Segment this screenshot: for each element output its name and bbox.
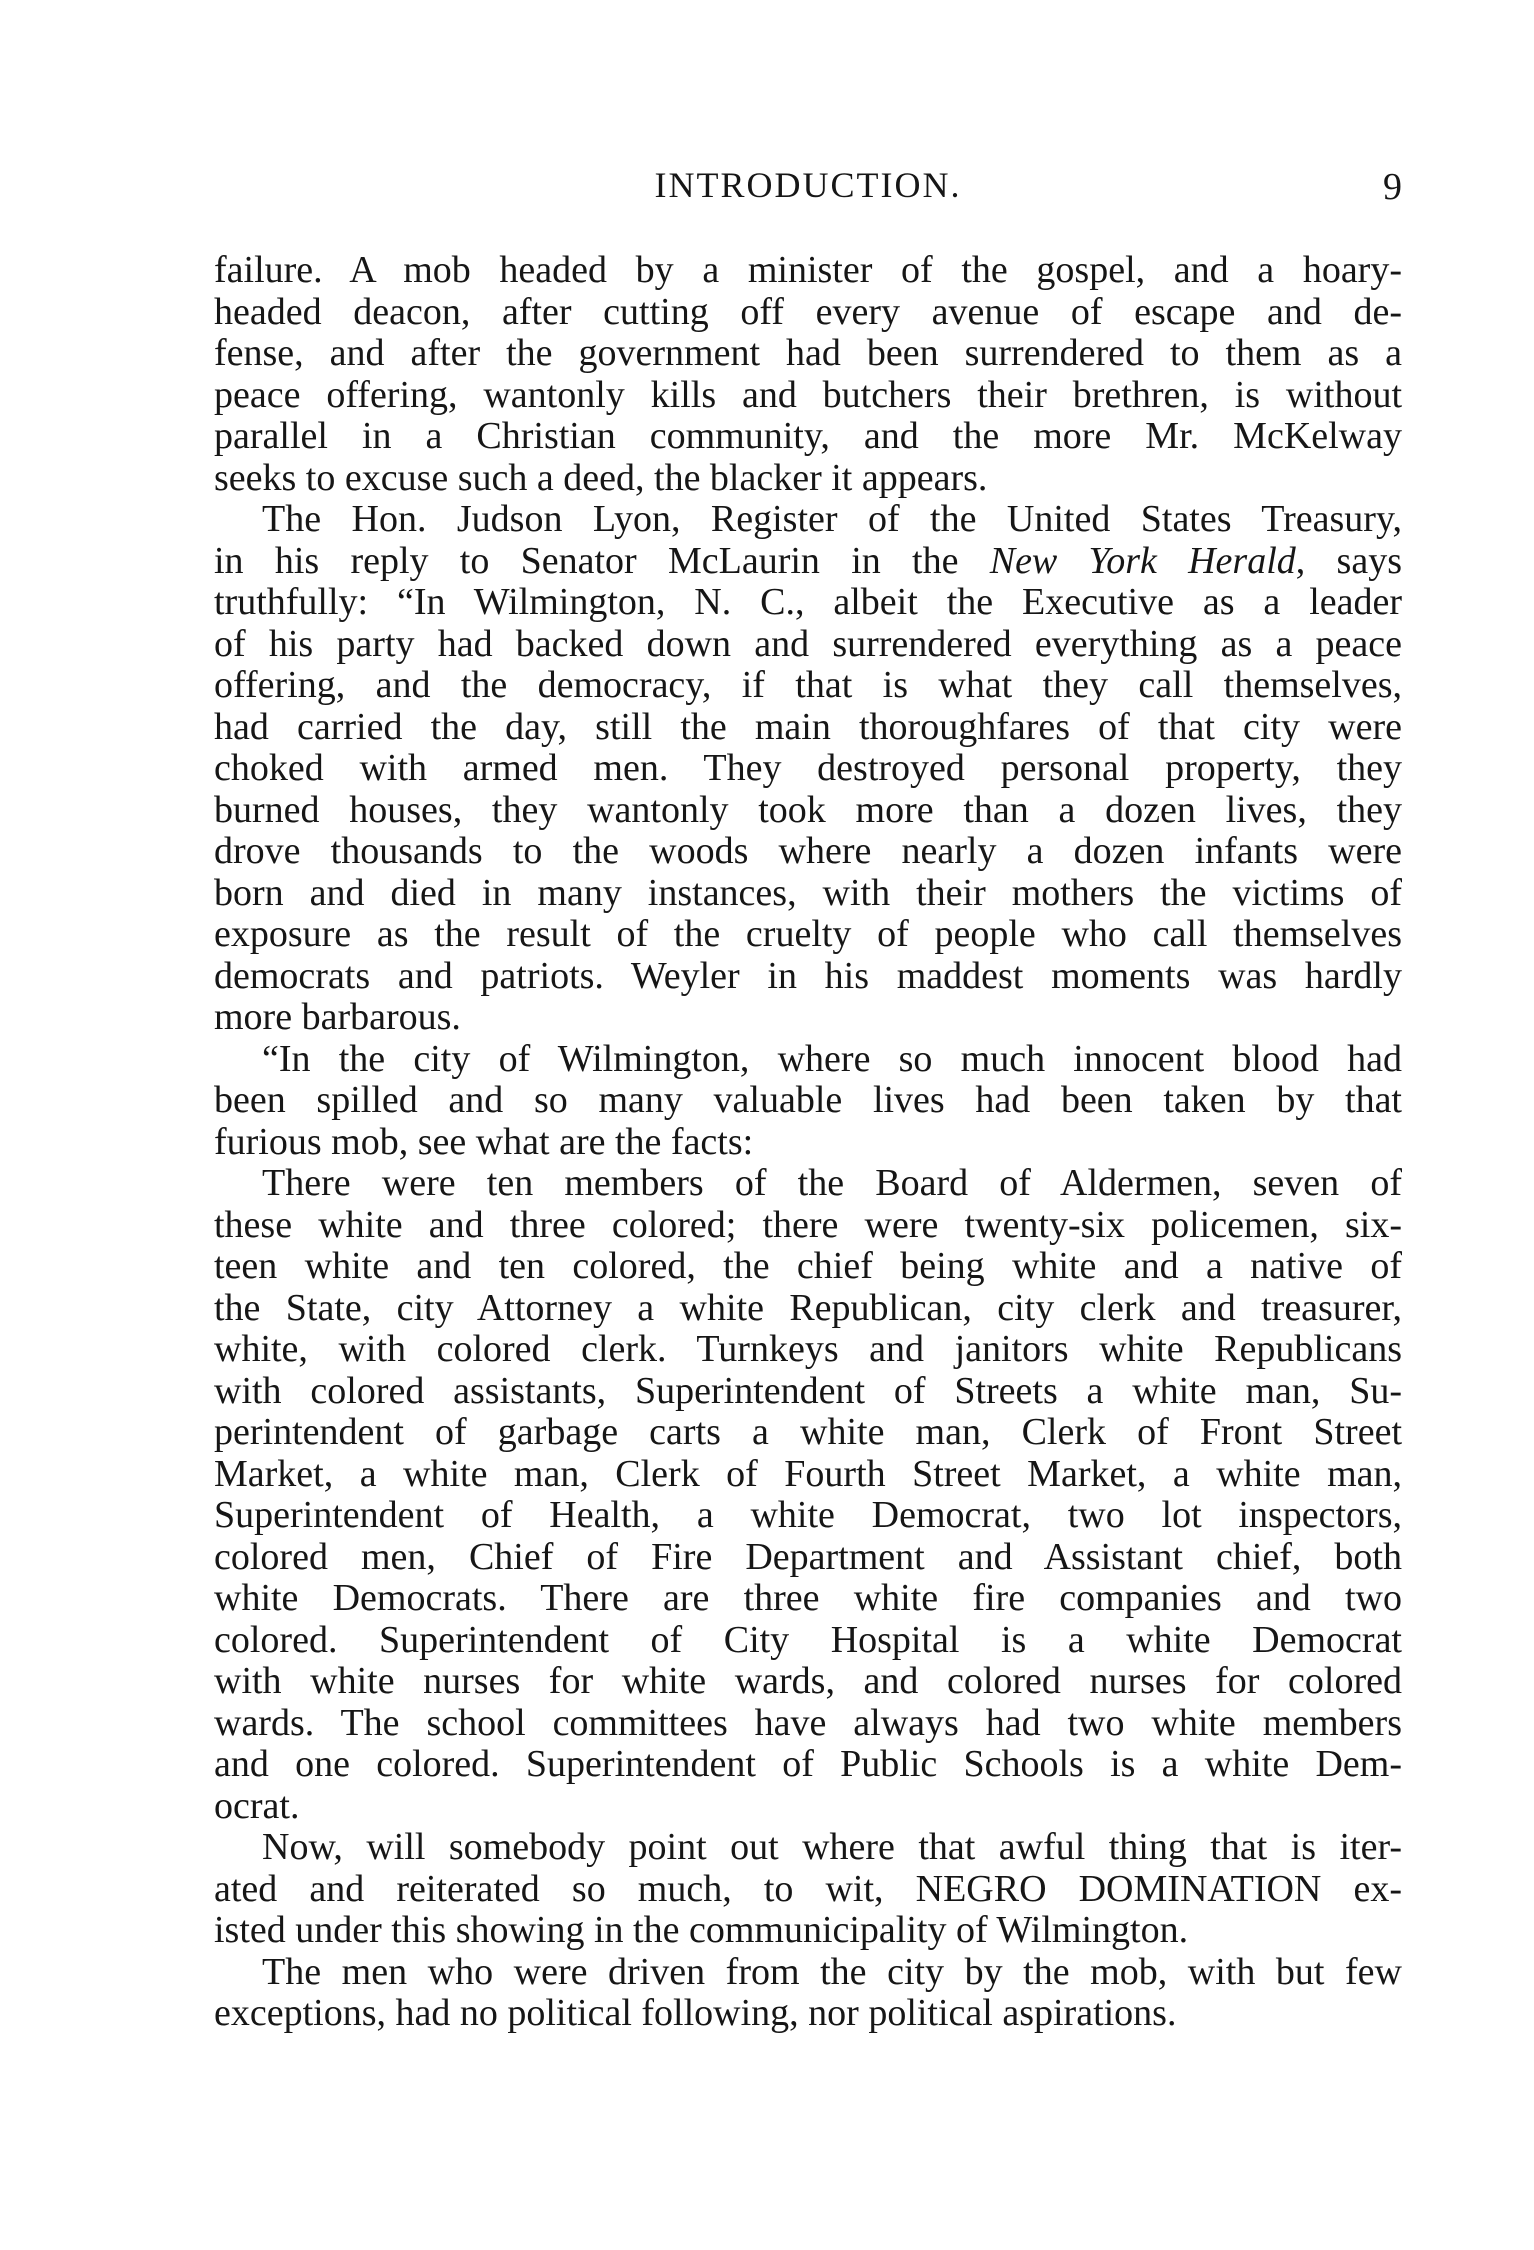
text-line: There were ten members of the Board of Aldermen, seven of bbox=[262, 1163, 1402, 1204]
text-line: teen white and ten colored, the chief being white and a native of bbox=[214, 1246, 1402, 1287]
text-line: exposure as the result of the cruelty of people who call themselves bbox=[214, 914, 1402, 955]
text-line: with white nurses for white wards, and colored nurses for colored bbox=[214, 1661, 1402, 1702]
text-line: been spilled and so many valuable lives had been taken by that bbox=[214, 1080, 1402, 1121]
page-number: 9 bbox=[1383, 166, 1402, 208]
text-line: and one colored. Superintendent of Public Schools is a white Dem- bbox=[214, 1744, 1402, 1785]
paragraph-3 bbox=[214, 1039, 1402, 1164]
text-line: democrats and patriots. Weyler in his maddest moments was hardly bbox=[214, 955, 1402, 997]
text-line: more barbarous. bbox=[214, 997, 461, 1038]
text-line: born and died in many instances, with their mothers the victims of bbox=[214, 872, 1402, 914]
text-line: “In the city of Wilmington, where so much innocent blood had bbox=[262, 1038, 1402, 1080]
paragraph-5 bbox=[214, 1827, 1402, 1952]
text-line: fense, and after the government had been surrendered to them as a bbox=[214, 333, 1402, 374]
paragraph-6 bbox=[214, 1952, 1402, 2035]
text-line: exceptions, had no political following, nor political aspirations. bbox=[214, 1993, 1177, 2034]
text-line: The Hon. Judson Lyon, Register of the United States Treasury, bbox=[262, 499, 1402, 540]
body-text bbox=[214, 250, 1402, 2035]
text-line: The men who were driven from the city by the mob, with but few bbox=[262, 1951, 1402, 1993]
paragraph-1 bbox=[214, 250, 1402, 499]
text-line: headed deacon, after cutting off every avenue of escape and de- bbox=[214, 291, 1402, 333]
running-title: INTRODUCTION. bbox=[654, 165, 962, 205]
text-line: ated and reiterated so much, to wit, NEGRO DOMINATION ex- bbox=[214, 1868, 1402, 1910]
text-line: choked with armed men. They destroyed personal property, they bbox=[214, 748, 1402, 789]
text-line: Market, a white man, Clerk of Fourth Street Market, a white man, bbox=[214, 1453, 1402, 1495]
paragraph-2 bbox=[214, 499, 1402, 1039]
text-line: isted under this showing in the communicipality of Wilmington. bbox=[214, 1910, 1189, 1951]
text-line: white, with colored clerk. Turnkeys and janitors white Republicans bbox=[214, 1329, 1402, 1370]
text-line: Superintendent of Health, a white Democrat, two lot inspectors, bbox=[214, 1495, 1402, 1536]
running-head bbox=[214, 160, 1402, 210]
text-line: burned houses, they wantonly took more than a dozen lives, they bbox=[214, 789, 1402, 831]
text-line: white Democrats. There are three white fire companies and two bbox=[214, 1578, 1402, 1619]
text-line: failure. A mob headed by a minister of the gospel, and a hoary- bbox=[214, 250, 1402, 291]
text-line: perintendent of garbage carts a white man, Clerk of Front Street bbox=[214, 1412, 1402, 1453]
text-line: furious mob, see what are the facts: bbox=[214, 1121, 754, 1163]
text-line: of his party had backed down and surrendered everything as a peace bbox=[214, 623, 1402, 665]
text-line: drove thousands to the woods where nearly a dozen infants were bbox=[214, 831, 1402, 872]
text-line: these white and three colored; there were twenty-six policemen, six- bbox=[214, 1204, 1402, 1246]
text-line: truthfully: “In Wilmington, N. C., albeit the Executive as a leader bbox=[214, 582, 1402, 623]
text-run: in his reply to Senator McLaurin in the bbox=[214, 540, 990, 582]
text-line: seeks to excuse such a deed, the blacker it appears. bbox=[214, 457, 988, 499]
text-line: ocrat. bbox=[214, 1785, 300, 1827]
text-line: Now, will somebody point out where that awful thing that is iter- bbox=[262, 1827, 1402, 1868]
text-line: the State, city Attorney a white Republican, city clerk and treasurer, bbox=[214, 1287, 1402, 1329]
text-line: offering, and the democracy, if that is what they call themselves, bbox=[214, 665, 1402, 706]
newspaper-title: New York Herald bbox=[989, 540, 1296, 582]
text-line: wards. The school committees have always had two white members bbox=[214, 1702, 1402, 1744]
text-run: , says bbox=[1295, 540, 1402, 582]
text-line: had carried the day, still the main thoroughfares of that city were bbox=[214, 706, 1402, 748]
text-line: with colored assistants, Superintendent of Streets a white man, Su- bbox=[214, 1370, 1402, 1412]
text-line: parallel in a Christian community, and the more Mr. McKelway bbox=[214, 416, 1402, 457]
text-line: colored men, Chief of Fire Department and Assistant chief, both bbox=[214, 1536, 1402, 1578]
paragraph-4 bbox=[214, 1163, 1402, 1827]
text-line-with-italic bbox=[214, 541, 1402, 583]
text-line: peace offering, wantonly kills and butchers their brethren, is without bbox=[214, 374, 1402, 416]
text-line: colored. Superintendent of City Hospital is a white Democrat bbox=[214, 1619, 1402, 1661]
